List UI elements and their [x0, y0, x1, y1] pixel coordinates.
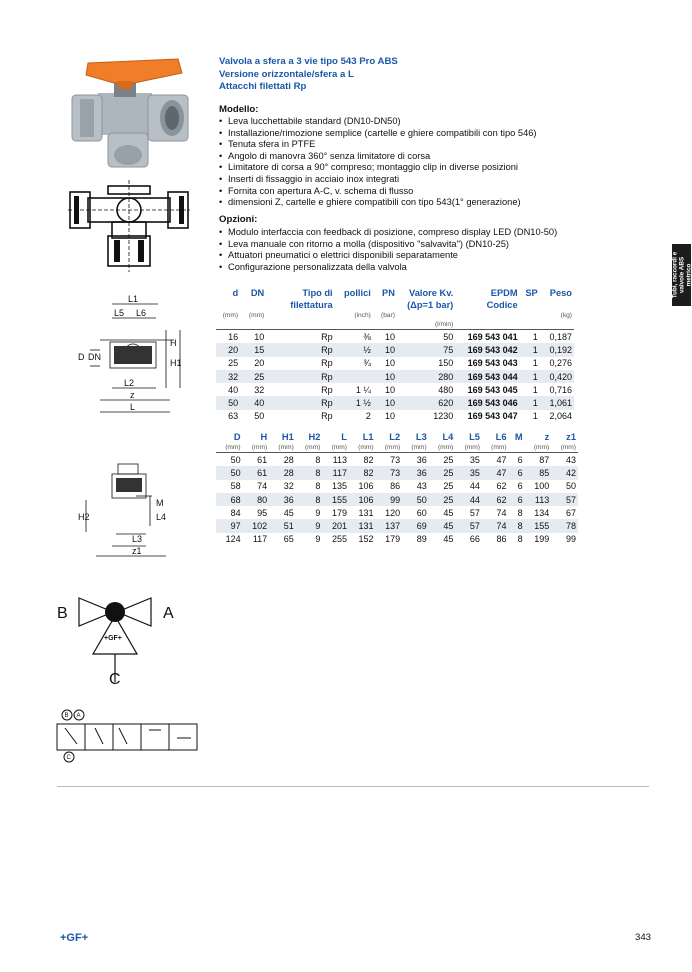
opzioni-heading: Opzioni: [219, 214, 258, 225]
table2-cell: 62 [482, 493, 509, 506]
table2-cell: 8 [315, 481, 321, 492]
table1-header-sub: Codice [486, 300, 518, 310]
table1-cell: 10 [240, 330, 266, 344]
table2-cell: 50 [216, 466, 243, 479]
table2-header: L3 [415, 432, 427, 442]
table2-unit: (mm) [225, 444, 241, 451]
scheme-label-a: A [76, 713, 81, 719]
table1-cell: 0,192 [540, 343, 574, 356]
table2-row [216, 519, 578, 532]
dim-h: H [170, 338, 177, 348]
table1-cell: 169 543 047 [467, 411, 518, 422]
table1-cell: 169 543 046 [455, 396, 519, 409]
scheme-label-c: C [66, 755, 71, 761]
dim-l: L [130, 402, 136, 412]
table1-header: pollici [343, 288, 371, 298]
table1-cell: Rp [321, 358, 333, 369]
valve-section-drawing [68, 180, 190, 272]
table2-cell: 60 [416, 507, 427, 518]
table1-cell: 1230 [433, 411, 454, 422]
modello-list [219, 116, 537, 209]
opzioni-item: • Modulo interfaccia con feedback di posizione, compreso display LED (DN10-50) [219, 227, 557, 239]
table2-cell: 43 [551, 453, 578, 467]
table2-cell: 95 [257, 507, 268, 518]
table2-cell: 97 [216, 519, 243, 532]
table1-cell: 10 [384, 411, 395, 422]
table2-header: H2 [308, 432, 321, 442]
table1-cell: 10 [373, 396, 397, 409]
table2-cell: 68 [216, 493, 243, 506]
table1-cell: 1 ½ [335, 396, 373, 409]
table2-row [216, 533, 578, 546]
table2-cell: 82 [349, 466, 376, 479]
table2-cell: 6 [509, 493, 525, 506]
table2-cell: 73 [376, 466, 403, 479]
table2-cell: 67 [565, 507, 576, 518]
dim-h2: H2 [78, 512, 90, 522]
table2-cell: 85 [525, 466, 552, 479]
table2-unit: (mm) [358, 444, 374, 451]
table1-cell: 50 [397, 330, 455, 344]
dim-l5: L5 [114, 308, 125, 318]
table2-cell: 86 [496, 534, 507, 545]
table2-cell: 50 [402, 493, 429, 506]
table2-header: L4 [442, 432, 454, 442]
table2-cell: 8 [296, 493, 323, 506]
table2-cell: 106 [358, 481, 374, 492]
table1-cell: ⅜ [335, 330, 373, 344]
table2-unit: (mm) [278, 444, 294, 451]
table2-header: L1 [362, 432, 374, 442]
table1-header-sub [240, 299, 266, 311]
table2-unit: (mm) [304, 444, 321, 451]
modello-item: • Leva lucchettabile standard (DN10-DN50) [219, 116, 537, 128]
table2-cell: 6 [517, 481, 523, 492]
table2-cell: 35 [455, 466, 482, 479]
dimension-table [216, 431, 578, 546]
table2-unit: (mm) [464, 444, 480, 451]
table1-cell: 10 [373, 330, 397, 344]
table2-cell: 74 [482, 519, 509, 532]
table2-cell: 117 [322, 466, 349, 479]
table1-header-sub: filettatura [290, 300, 333, 310]
title-line-1: Valvola a sfera a 3 vie tipo 543 Pro ABS [219, 56, 398, 67]
table2-cell: 99 [565, 534, 576, 545]
table2-unit: (mm) [491, 444, 507, 451]
table1-cell: Rp [266, 343, 334, 356]
side-tab-line-1: Tubi, raccordi e [671, 251, 678, 299]
modello-item: • Inserti di fissaggio in acciaio inox integrati [219, 174, 537, 186]
table2-row [216, 466, 578, 479]
table2-header: L5 [469, 432, 480, 442]
table2-header: L6 [495, 432, 507, 442]
title-line-3: Attacchi filettati Rp [219, 81, 307, 92]
table2-cell: 8 [517, 534, 523, 545]
table2-cell: 102 [243, 519, 270, 532]
table2-cell: 36 [269, 493, 296, 506]
table2-unit: (mm) [411, 444, 427, 451]
footer-divider [57, 786, 649, 787]
table2-cell: 42 [551, 466, 578, 479]
table1-cell: 1 [520, 343, 540, 356]
table2-cell: 152 [358, 534, 374, 545]
table1-unit: (mm) [248, 312, 265, 319]
table2-header: z1 [566, 432, 576, 442]
table1-cell: 20 [254, 358, 265, 369]
table1-cell: 10 [373, 370, 397, 383]
table1-header-sub [373, 299, 397, 311]
table2-cell: 120 [385, 507, 401, 518]
table1-cell: 1 [520, 370, 540, 383]
table1-header-sub [520, 299, 540, 311]
table2-cell: 45 [443, 507, 454, 518]
table2-cell: 124 [225, 534, 241, 545]
table2-cell: 179 [331, 507, 347, 518]
table1-header-sub [335, 299, 373, 311]
modello-item: • Installazione/rimozione semplice (cartelle e ghiere compatibili con tipo 546) [219, 128, 537, 140]
table2-cell: 73 [376, 453, 403, 467]
opzioni-item: • Leva manuale con ritorno a molla (dispositivo "salvavita") (DN10-25) [219, 239, 557, 251]
table2-cell: 51 [269, 519, 296, 532]
flow-diagram [55, 588, 185, 688]
table2-cell: 131 [358, 507, 374, 518]
table2-unit: (mm) [533, 444, 550, 451]
modello-heading: Modello: [219, 104, 259, 115]
table1-unit: (mm) [222, 312, 239, 319]
table1-header: Peso [549, 288, 572, 298]
table1-cell: 40 [228, 384, 239, 395]
table1-header-sub [216, 299, 240, 311]
table1-cell: 10 [384, 384, 395, 395]
table1-cell: ½ [335, 343, 373, 356]
table2-cell: 199 [534, 534, 550, 545]
table1-cell: 169 543 042 [455, 343, 519, 356]
table2-cell: 87 [525, 453, 552, 467]
table2-cell: 134 [534, 507, 550, 518]
table2-row [216, 453, 578, 467]
table1-cell: Rp [321, 384, 333, 395]
table2-cell: 28 [269, 453, 296, 467]
order-code-table [216, 287, 574, 423]
table2-cell: 45 [429, 519, 456, 532]
table1-row [216, 343, 574, 356]
table2-cell: 43 [416, 481, 427, 492]
dim-l6: L6 [136, 308, 147, 318]
table1-cell: 1 [532, 358, 538, 369]
modello-item: • Tenuta sfera in PTFE [219, 139, 537, 151]
table2-header: L [341, 432, 347, 442]
table1-cell: 2,064 [549, 411, 572, 422]
table2-cell: 8 [296, 466, 323, 479]
table1-cell: Rp [321, 411, 333, 422]
table2-cell: 61 [243, 466, 270, 479]
dim-z1: z1 [132, 546, 142, 556]
table1-cell: 1 ¼ [355, 384, 371, 395]
flow-label-b: B [57, 605, 68, 622]
table2-cell: 131 [349, 519, 376, 532]
table2-cell: 6 [509, 453, 525, 467]
table2-cell: 137 [376, 519, 403, 532]
table2-cell: 25 [429, 453, 456, 467]
table1-cell: Rp [266, 370, 334, 383]
table1-header-sub: (Δp=1 bar) [407, 300, 454, 310]
table2-cell: 86 [390, 481, 401, 492]
table1-cell: 169 543 044 [455, 370, 519, 383]
table2-cell: 25 [443, 481, 454, 492]
table2-cell: 100 [534, 481, 550, 492]
table1-row [216, 357, 574, 370]
modello-item: • Fornita con apertura A-C, v. schema di flusso [219, 186, 537, 198]
dim-l2: L2 [124, 378, 135, 388]
table2-header: H [260, 432, 268, 442]
table2-cell: 9 [315, 534, 321, 545]
table2-unit [509, 443, 525, 453]
table1-cell: 15 [240, 343, 266, 356]
table1-unit [455, 311, 519, 320]
table2-cell: 36 [402, 466, 429, 479]
table2-cell: 44 [469, 481, 480, 492]
table2-cell: 58 [230, 481, 241, 492]
table1-cell: 1 [532, 384, 538, 395]
table1-unit: (kg) [560, 312, 572, 319]
table1-cell: 169 543 041 [455, 330, 519, 344]
gf-logo: +GF+ [60, 932, 89, 944]
dim-dn: DN [88, 352, 101, 362]
table1-cell: 10 [384, 358, 395, 369]
dim-l1: L1 [128, 294, 139, 304]
kv-unit: (l/min) [434, 321, 454, 328]
table1-cell: 63 [228, 411, 239, 422]
table1-cell: 20 [216, 343, 240, 356]
table2-cell: 57 [455, 519, 482, 532]
dimension-drawing-1 [70, 290, 190, 416]
table2-cell: 44 [455, 493, 482, 506]
table1-header: DN [250, 288, 265, 298]
table1-cell: 32 [254, 384, 265, 395]
table2-cell: 74 [496, 507, 507, 518]
side-tab-line-3: metrico [685, 263, 692, 287]
table2-cell: 179 [385, 534, 401, 545]
table2-header: z [544, 432, 550, 442]
table2-header: D [233, 432, 241, 442]
table1-cell: ¾ [363, 358, 371, 369]
table2-cell: 84 [230, 507, 241, 518]
table2-cell: 62 [496, 481, 507, 492]
table1-header-sub [540, 299, 574, 311]
table2-cell: 135 [331, 481, 347, 492]
table1-cell: 10 [373, 343, 397, 356]
table1-cell: 480 [438, 384, 454, 395]
table1-cell: 32 [216, 370, 240, 383]
table1-unit [266, 311, 334, 320]
valve-product-image [68, 55, 200, 173]
table2-cell: 8 [509, 519, 525, 532]
side-tab-line-2: valvole ABS [678, 256, 685, 294]
flow-label-c: C [109, 671, 121, 688]
table2-row [216, 480, 578, 493]
table1-header: d [232, 288, 239, 298]
dim-l3: L3 [132, 534, 143, 544]
table1-cell: 2 [365, 411, 371, 422]
table1-cell: 0,187 [540, 330, 574, 344]
flow-scheme-diagram [55, 708, 205, 764]
modello-item: • Angolo di manovra 360° senza limitatore di corsa [219, 151, 537, 163]
flow-gf-logo: +GF+ [104, 635, 122, 642]
table1-row [216, 370, 574, 383]
table1-row [216, 383, 574, 396]
table2-header: H1 [281, 432, 294, 442]
table2-cell: 9 [296, 519, 323, 532]
table2-unit: (mm) [331, 444, 347, 451]
table2-cell: 82 [349, 453, 376, 467]
table2-cell: 74 [257, 481, 268, 492]
table2-cell: 113 [525, 493, 552, 506]
table2-cell: 80 [243, 493, 270, 506]
table2-unit: (mm) [384, 444, 401, 451]
table2-cell: 106 [349, 493, 376, 506]
dim-z: z [130, 390, 135, 400]
table1-cell: 169 543 045 [467, 384, 518, 395]
dim-d: D [78, 352, 85, 362]
dim-m: M [156, 498, 164, 508]
table2-cell: 255 [331, 534, 347, 545]
section-side-tab [672, 244, 691, 306]
table2-cell: 113 [322, 453, 349, 467]
scheme-label-b: B [64, 713, 69, 719]
table2-cell: 57 [469, 507, 480, 518]
table2-cell: 28 [269, 466, 296, 479]
table1-cell: 0,716 [549, 384, 572, 395]
table2-cell: 25 [429, 466, 456, 479]
dim-h1: H1 [170, 358, 182, 368]
table2-header: L2 [389, 432, 401, 442]
table1-header: Tipo di [302, 288, 333, 298]
page-number: 343 [634, 932, 651, 943]
table1-cell: 16 [216, 330, 240, 344]
opzioni-item: • Attuatori pneumatici o elettrici disponibili separatamente [219, 250, 557, 262]
table1-cell: 1 [520, 330, 540, 344]
table1-cell: 50 [254, 411, 265, 422]
table2-cell: 9 [315, 507, 321, 518]
table1-cell: 1 [532, 411, 538, 422]
table2-unit: (mm) [560, 444, 576, 451]
table2-row [216, 506, 578, 519]
title-line-2: Versione orizzontale/sfera a L [219, 68, 354, 80]
table1-cell: Rp [266, 330, 334, 344]
table2-cell: 8 [296, 453, 323, 467]
table2-cell: 201 [322, 519, 349, 532]
table1-cell: 25 [240, 370, 266, 383]
table1-header: SP [525, 288, 538, 298]
table2-cell: 6 [509, 466, 525, 479]
table2-cell: 117 [252, 534, 268, 545]
modello-item: • dimensioni Z, cartelle e ghiere compatibili con tipo 543(1° generazione) [219, 197, 537, 209]
table1-cell: 169 543 043 [467, 358, 518, 369]
table2-cell: 69 [402, 519, 429, 532]
table1-row [216, 410, 574, 423]
table1-unit: (inch) [354, 312, 371, 319]
table2-cell: 155 [525, 519, 552, 532]
table2-cell: 47 [482, 453, 509, 467]
table2-cell: 78 [551, 519, 578, 532]
table2-cell: 45 [443, 534, 454, 545]
table2-cell: 36 [402, 453, 429, 467]
table1-cell: 150 [438, 358, 454, 369]
flow-label-a: A [163, 605, 174, 622]
table2-cell: 32 [283, 481, 294, 492]
table2-cell: 50 [565, 481, 576, 492]
modello-item: • Limitatore di corsa a 90° compreso; montaggio clip in diverse posizioni [219, 162, 537, 174]
table1-unit [397, 311, 455, 320]
table2-cell: 66 [469, 534, 480, 545]
table1-cell: 75 [397, 343, 455, 356]
table1-unit [520, 311, 540, 320]
table1-header: Valore Kv. [409, 288, 454, 298]
table1-cell: 1,061 [540, 396, 574, 409]
table2-cell: 57 [551, 493, 578, 506]
table2-cell: 45 [283, 507, 294, 518]
table2-unit: (mm) [437, 444, 454, 451]
table2-cell: 25 [429, 493, 456, 506]
table2-cell: 155 [322, 493, 349, 506]
table2-cell: 47 [482, 466, 509, 479]
table1-header: PN [382, 288, 395, 298]
opzioni-item: • Configurazione personalizzata della valvola [219, 262, 557, 274]
table2-cell: 61 [243, 453, 270, 467]
dim-l4: L4 [156, 512, 167, 522]
table2-row [216, 493, 578, 506]
table1-cell [335, 370, 373, 383]
table2-cell: 65 [283, 534, 294, 545]
table1-cell: 280 [397, 370, 455, 383]
dimension-drawing-2 [76, 456, 176, 560]
table1-unit: (bar) [381, 312, 395, 319]
opzioni-list [219, 227, 557, 273]
table1-row [216, 396, 574, 409]
table1-row [216, 330, 574, 344]
product-title [219, 56, 398, 94]
table2-cell: 99 [376, 493, 403, 506]
table1-cell: 620 [397, 396, 455, 409]
table1-cell: 0,276 [549, 358, 572, 369]
table1-cell: 50 [216, 396, 240, 409]
table2-cell: 89 [416, 534, 427, 545]
table1-cell: 40 [240, 396, 266, 409]
table2-cell: 50 [216, 453, 243, 467]
table2-cell: 8 [517, 507, 523, 518]
table2-unit: (mm) [251, 444, 268, 451]
table1-cell: 0,420 [540, 370, 574, 383]
table1-cell: 25 [228, 358, 239, 369]
table1-cell: 1 [520, 396, 540, 409]
table1-cell: Rp [266, 396, 334, 409]
table1-header: EPDM [490, 288, 518, 298]
table2-header: M [514, 432, 523, 442]
table2-cell: 35 [455, 453, 482, 467]
